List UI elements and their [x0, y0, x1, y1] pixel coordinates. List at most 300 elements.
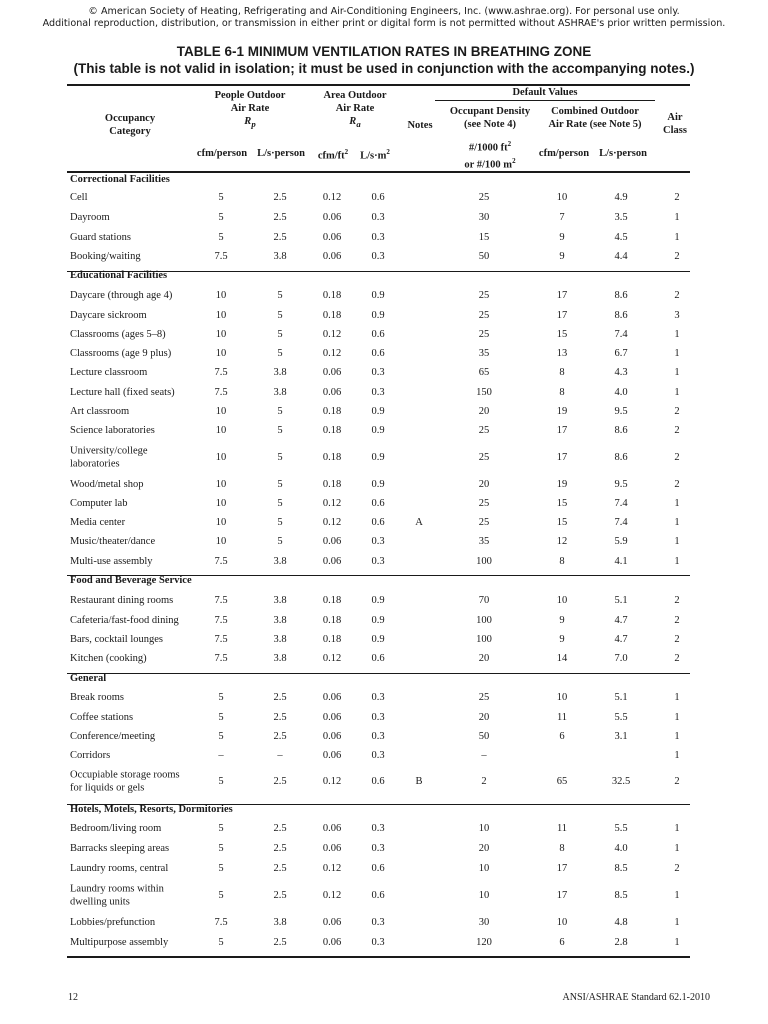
cell-people-cfm: 10 — [215, 452, 227, 463]
cell-density: 20 — [478, 712, 490, 723]
cell-air-class: 1 — [674, 917, 680, 928]
occupancy-name — [70, 615, 179, 628]
cell-area-cfm: 0.06 — [322, 823, 342, 834]
cell-density: 10 — [478, 890, 490, 901]
cell-air-class: 1 — [674, 329, 680, 340]
cell-people-cfm: 5 — [218, 212, 224, 223]
occupancy-name — [70, 310, 147, 323]
occupancy-name — [70, 536, 155, 549]
cell-area-cfm: 0.06 — [322, 556, 342, 567]
cell-area-ls: 0.9 — [371, 290, 385, 301]
cell-density: 25 — [478, 498, 490, 509]
cell-combined-ls: 4.8 — [614, 917, 628, 928]
cell-area-ls: 0.3 — [371, 212, 385, 223]
category-label: Correctional Facilities — [70, 174, 170, 185]
occupancy-name-line: Coffee stations — [70, 711, 134, 723]
cell-people-cfm: 5 — [218, 776, 224, 787]
cell-people-cfm: 5 — [218, 692, 224, 703]
cell-area-ls: 0.6 — [371, 348, 385, 359]
cell-density: 25 — [478, 310, 490, 321]
occupancy-name — [70, 251, 141, 264]
copyright-line-1: © American Society of Heating, Refrigerating and Air-Conditioning Engineers, Inc. (www.ashrae.org). For personal use only. — [88, 6, 680, 17]
cell-combined-cfm: 8 — [559, 556, 565, 567]
cell-people-ls: 3.8 — [273, 634, 287, 645]
cell-people-ls: 5 — [277, 406, 283, 417]
cell-combined-cfm: 10 — [556, 692, 568, 703]
cell-combined-cfm: 6 — [559, 731, 565, 742]
cell-area-cfm: 0.06 — [322, 937, 342, 948]
cell-area-cfm: 0.12 — [322, 863, 342, 874]
occupancy-name — [70, 387, 175, 400]
cell-area-cfm: 0.18 — [322, 615, 342, 626]
cell-area-cfm: 0.18 — [322, 290, 342, 301]
header-occupant-density: Occupant Density (see Note 4) — [449, 106, 531, 130]
occupancy-name-line: Daycare (through age 4) — [70, 289, 173, 301]
occupancy-name-line: Bedroom/living room — [70, 822, 162, 834]
cell-people-ls: 3.8 — [273, 917, 287, 928]
cell-people-ls: 2.5 — [273, 212, 287, 223]
category-label: Food and Beverage Service — [70, 575, 192, 586]
cell-area-ls: 0.3 — [371, 750, 385, 761]
cell-area-ls: 0.3 — [371, 917, 385, 928]
cell-air-class: 1 — [674, 556, 680, 567]
header-bottom-rule — [67, 171, 690, 173]
cell-people-ls: 2.5 — [273, 192, 287, 203]
cell-people-cfm: 10 — [215, 498, 227, 509]
cell-combined-ls: 7.0 — [614, 653, 628, 664]
cell-people-cfm: 10 — [215, 310, 227, 321]
occupancy-name-line: Dayroom — [70, 211, 110, 223]
cell-people-ls: 5 — [277, 310, 283, 321]
cell-air-class: 2 — [674, 452, 680, 463]
occupancy-name-line: Multi-use assembly — [70, 555, 153, 567]
cell-people-ls: 3.8 — [273, 595, 287, 606]
cell-combined-cfm: 8 — [559, 843, 565, 854]
cell-air-class: 2 — [674, 863, 680, 874]
cell-density: 2 — [481, 776, 487, 787]
cell-combined-ls: 4.7 — [614, 634, 628, 645]
occupancy-name-line: dwelling units — [70, 896, 130, 907]
header-air-class: Air Class — [663, 112, 687, 136]
cell-area-ls: 0.9 — [371, 310, 385, 321]
occupancy-name-line: Multipurpose assembly — [70, 936, 169, 948]
cell-density: 10 — [478, 863, 490, 874]
cell-area-cfm: 0.18 — [322, 425, 342, 436]
cell-combined-ls: 7.4 — [614, 517, 628, 528]
cell-density: 50 — [478, 731, 490, 742]
unit-area-cfm: cfm/$ft^2$ — [317, 148, 349, 162]
cell-people-cfm: 10 — [215, 479, 227, 490]
header-default-values: Default Values — [512, 87, 578, 98]
cell-people-cfm: 7.5 — [214, 387, 228, 398]
occupancy-name-line: Classrooms (age 9 plus) — [70, 347, 172, 359]
occupancy-name — [70, 232, 131, 245]
occupancy-name — [70, 479, 144, 492]
cell-people-ls: 2.5 — [273, 843, 287, 854]
occupancy-name — [70, 348, 171, 361]
cell-people-cfm: 10 — [215, 536, 227, 547]
cell-people-cfm: 7.5 — [214, 615, 228, 626]
cell-people-ls: 2.5 — [273, 863, 287, 874]
cell-density: 10 — [478, 823, 490, 834]
occupancy-name-line: Media center — [70, 516, 126, 528]
cell-people-ls: 5 — [277, 536, 283, 547]
occupancy-name-line: Bars, cocktail lounges — [70, 633, 164, 645]
cell-combined-ls: 4.9 — [614, 192, 628, 203]
cell-air-class: 1 — [674, 843, 680, 854]
cell-people-ls: 5 — [277, 452, 283, 463]
cell-combined-ls: 2.8 — [614, 937, 628, 948]
cell-area-ls: 0.3 — [371, 232, 385, 243]
cell-combined-ls: 9.5 — [614, 406, 628, 417]
cell-combined-ls: 7.4 — [614, 498, 628, 509]
cell-combined-ls: 5.5 — [614, 823, 628, 834]
cell-air-class: 1 — [674, 692, 680, 703]
cell-combined-cfm: 17 — [556, 452, 568, 463]
cell-area-ls: 0.3 — [371, 556, 385, 567]
cell-area-ls: 0.9 — [371, 615, 385, 626]
cell-air-class: 2 — [674, 290, 680, 301]
occupancy-name — [70, 937, 168, 950]
unit-people-cfm: cfm/person — [196, 148, 248, 159]
cell-people-ls: 5 — [277, 479, 283, 490]
cell-area-ls: 0.3 — [371, 251, 385, 262]
cell-area-ls: 0.6 — [371, 776, 385, 787]
cell-people-cfm: 10 — [215, 425, 227, 436]
cell-area-ls: 0.6 — [371, 863, 385, 874]
cell-air-class: 1 — [674, 536, 680, 547]
cell-air-class: 2 — [674, 425, 680, 436]
occupancy-name — [70, 634, 163, 647]
cell-people-ls: 5 — [277, 290, 283, 301]
table-subtitle: (This table is not valid in isolation; it must be used in conjunction with the accompanying notes.) — [73, 61, 695, 76]
cell-air-class: 2 — [674, 653, 680, 664]
cell-combined-ls: 4.0 — [614, 387, 628, 398]
occupancy-name — [70, 843, 169, 856]
occupancy-name-line: University/college — [70, 445, 148, 457]
cell-air-class: 1 — [674, 731, 680, 742]
cell-air-class: 2 — [674, 595, 680, 606]
occupancy-name-line: Occupiable storage rooms — [70, 769, 180, 781]
cell-combined-cfm: 17 — [556, 310, 568, 321]
occupancy-name-line: Booking/waiting — [70, 250, 141, 262]
cell-combined-ls: 4.7 — [614, 615, 628, 626]
cell-combined-cfm: 65 — [556, 776, 568, 787]
cell-area-ls: 0.6 — [371, 517, 385, 528]
cell-air-class: 2 — [674, 615, 680, 626]
cell-people-cfm: 5 — [218, 192, 224, 203]
cell-area-ls: 0.9 — [371, 452, 385, 463]
cell-area-ls: 0.9 — [371, 425, 385, 436]
cell-density: 15 — [478, 232, 490, 243]
cell-density: 30 — [478, 212, 490, 223]
cell-combined-cfm: 13 — [556, 348, 568, 359]
occupancy-name-line: Cell — [70, 191, 88, 203]
cell-combined-cfm: 19 — [556, 406, 568, 417]
cell-combined-cfm: 6 — [559, 937, 565, 948]
cell-density: 100 — [476, 556, 492, 567]
cell-combined-ls: 5.1 — [614, 692, 628, 703]
cell-density: 70 — [478, 595, 490, 606]
cell-air-class: 1 — [674, 750, 680, 761]
cell-area-cfm: 0.06 — [322, 917, 342, 928]
occupancy-name — [70, 212, 110, 225]
cell-people-ls: 2.5 — [273, 232, 287, 243]
cell-air-class: 2 — [674, 634, 680, 645]
occupancy-name — [70, 823, 161, 836]
cell-people-ls: 2.5 — [273, 712, 287, 723]
occupancy-name — [70, 863, 168, 876]
cell-people-ls: 3.8 — [273, 653, 287, 664]
category-separator — [67, 673, 690, 674]
header-people-rate: People Outdoor Air Rate $R_p$ — [214, 90, 286, 130]
category-label: General — [70, 673, 107, 684]
cell-air-class: 3 — [674, 310, 680, 321]
unit-people-ls: L/s·person — [257, 148, 305, 159]
occupancy-name — [70, 517, 125, 530]
cell-air-class: 2 — [674, 776, 680, 787]
cell-people-ls: 3.8 — [273, 615, 287, 626]
cell-people-ls: 5 — [277, 425, 283, 436]
standard-label: ANSI/ASHRAE Standard 62.1-2010 — [562, 992, 710, 1003]
occupancy-name — [70, 446, 148, 471]
occupancy-name — [70, 192, 88, 205]
occupancy-name-line: Kitchen (cooking) — [70, 652, 147, 664]
cell-area-ls: 0.9 — [371, 406, 385, 417]
occupancy-name-line: Daycare sickroom — [70, 309, 147, 321]
cell-area-cfm: 0.12 — [322, 890, 342, 901]
cell-combined-ls: 8.6 — [614, 452, 628, 463]
cell-area-cfm: 0.12 — [322, 517, 342, 528]
occupancy-name-line: Classrooms (ages 5–8) — [70, 328, 166, 340]
cell-people-cfm: – — [218, 750, 224, 761]
cell-combined-cfm: 11 — [556, 823, 568, 834]
cell-density: 35 — [478, 348, 490, 359]
cell-people-cfm: 5 — [218, 890, 224, 901]
cell-combined-cfm: 10 — [556, 917, 568, 928]
occupancy-name — [70, 425, 155, 438]
occupancy-name — [70, 406, 129, 419]
cell-combined-cfm: 17 — [556, 425, 568, 436]
cell-area-cfm: 0.12 — [322, 498, 342, 509]
cell-people-cfm: 7.5 — [214, 556, 228, 567]
cell-area-cfm: 0.12 — [322, 329, 342, 340]
cell-density: 65 — [478, 367, 490, 378]
cell-air-class: 1 — [674, 823, 680, 834]
cell-combined-ls: 5.1 — [614, 595, 628, 606]
cell-people-cfm: 10 — [215, 406, 227, 417]
cell-area-ls: 0.6 — [371, 498, 385, 509]
cell-combined-ls: 5.9 — [614, 536, 628, 547]
cell-combined-cfm: 14 — [556, 653, 568, 664]
cell-combined-cfm: 10 — [556, 595, 568, 606]
occupancy-name-line: for liquids or gels — [70, 782, 145, 793]
cell-combined-ls: 8.5 — [614, 890, 628, 901]
cell-people-ls: 5 — [277, 348, 283, 359]
occupancy-name-line: Lecture classroom — [70, 366, 148, 378]
cell-combined-ls: 4.4 — [614, 251, 628, 262]
cell-people-cfm: 7.5 — [214, 634, 228, 645]
cell-combined-cfm: 17 — [556, 290, 568, 301]
occupancy-name-line: Guard stations — [70, 231, 131, 243]
cell-people-ls: – — [277, 750, 283, 761]
unit-density: #/1000 $ft^2$ or #/100 $m^2$ — [464, 140, 516, 170]
cell-density: 20 — [478, 653, 490, 664]
cell-combined-cfm: 10 — [556, 192, 568, 203]
occupancy-name-line: Art classroom — [70, 405, 130, 417]
cell-people-ls: 2.5 — [273, 692, 287, 703]
cell-combined-cfm: 8 — [559, 387, 565, 398]
cell-air-class: 1 — [674, 212, 680, 223]
cell-people-cfm: 7.5 — [214, 653, 228, 664]
occupancy-name-line: Computer lab — [70, 497, 128, 509]
cell-density: 20 — [478, 843, 490, 854]
cell-density: 20 — [478, 479, 490, 490]
occupancy-name — [70, 556, 153, 569]
cell-combined-ls: 4.1 — [614, 556, 628, 567]
cell-people-ls: 5 — [277, 329, 283, 340]
occupancy-name-line: Cafeteria/fast-food dining — [70, 614, 179, 626]
category-label: Hotels, Motels, Resorts, Dormitories — [70, 804, 233, 815]
occupancy-name-line: Restaurant dining rooms — [70, 594, 174, 606]
occupancy-name — [70, 884, 164, 909]
cell-combined-ls: 8.5 — [614, 863, 628, 874]
cell-combined-cfm: 9 — [559, 634, 565, 645]
cell-combined-ls: 4.3 — [614, 367, 628, 378]
cell-combined-cfm: 15 — [556, 329, 568, 340]
unit-area-ls: $L/s\cdot m^2$ — [360, 148, 390, 162]
cell-people-ls: 2.5 — [273, 890, 287, 901]
cell-density: 100 — [476, 615, 492, 626]
cell-people-cfm: 5 — [218, 712, 224, 723]
cell-combined-cfm: 9 — [559, 615, 565, 626]
cell-combined-cfm: 12 — [556, 536, 568, 547]
unit-combined-ls: L/s·person — [599, 148, 647, 159]
cell-area-cfm: 0.18 — [322, 406, 342, 417]
cell-area-cfm: 0.06 — [322, 212, 342, 223]
category-label: Educational Facilities — [70, 270, 168, 281]
cell-combined-cfm: 17 — [556, 863, 568, 874]
cell-density: 30 — [478, 917, 490, 928]
occupancy-name-line: Laundry rooms, central — [70, 862, 169, 874]
cell-people-cfm: 7.5 — [214, 917, 228, 928]
cell-density: 25 — [478, 425, 490, 436]
occupancy-name-line: Laundry rooms within — [70, 883, 164, 895]
cell-people-cfm: 5 — [218, 823, 224, 834]
cell-combined-ls: 6.7 — [614, 348, 628, 359]
cell-combined-ls: 5.5 — [614, 712, 628, 723]
cell-air-class: 2 — [674, 406, 680, 417]
cell-area-ls: 0.3 — [371, 692, 385, 703]
cell-area-ls: 0.9 — [371, 595, 385, 606]
occupancy-name-line: Break rooms — [70, 691, 124, 703]
cell-combined-ls: 9.5 — [614, 479, 628, 490]
table-bottom-rule — [67, 956, 690, 958]
occupancy-name — [70, 692, 124, 705]
header-combined-rate: Combined Outdoor Air Rate (see Note 5) — [548, 106, 642, 130]
header-area-rate: Area Outdoor Air Rate $R_a$ — [323, 90, 387, 130]
cell-people-ls: 5 — [277, 517, 283, 528]
cell-air-class: 1 — [674, 498, 680, 509]
header-occupancy: Occupancy Category — [104, 113, 156, 137]
table-title: TABLE 6-1 MINIMUM VENTILATION RATES IN BREATHING ZONE — [176, 44, 592, 59]
cell-people-cfm: 10 — [215, 517, 227, 528]
cell-people-cfm: 10 — [215, 329, 227, 340]
cell-air-class: 1 — [674, 232, 680, 243]
occupancy-name-line: laboratories — [70, 458, 120, 469]
occupancy-name — [70, 731, 155, 744]
cell-air-class: 1 — [674, 517, 680, 528]
cell-people-ls: 3.8 — [273, 556, 287, 567]
header-notes: Notes — [407, 120, 433, 131]
cell-combined-ls: 4.0 — [614, 843, 628, 854]
cell-area-ls: 0.6 — [371, 329, 385, 340]
cell-combined-cfm: 9 — [559, 232, 565, 243]
occupancy-name-line: Science laboratories — [70, 424, 155, 436]
occupancy-name — [70, 653, 147, 666]
cell-people-cfm: 10 — [215, 348, 227, 359]
cell-people-cfm: 7.5 — [214, 595, 228, 606]
occupancy-name-line: Wood/metal shop — [70, 478, 144, 490]
cell-area-cfm: 0.12 — [322, 348, 342, 359]
cell-people-cfm: 7.5 — [214, 251, 228, 262]
occupancy-name — [70, 917, 155, 930]
cell-density: 25 — [478, 290, 490, 301]
cell-area-ls: 0.3 — [371, 731, 385, 742]
occupancy-name — [70, 595, 173, 608]
occupancy-name — [70, 290, 172, 303]
cell-people-cfm: 5 — [218, 731, 224, 742]
cell-area-cfm: 0.12 — [322, 192, 342, 203]
occupancy-name — [70, 498, 127, 511]
occupancy-name — [70, 329, 166, 342]
cell-area-ls: 0.6 — [371, 653, 385, 664]
cell-notes: B — [415, 776, 423, 787]
cell-people-cfm: 5 — [218, 863, 224, 874]
occupancy-name — [70, 770, 180, 795]
cell-people-ls: 2.5 — [273, 776, 287, 787]
cell-area-cfm: 0.06 — [322, 712, 342, 723]
cell-combined-ls: 32.5 — [611, 776, 631, 787]
cell-area-cfm: 0.18 — [322, 595, 342, 606]
cell-air-class: 2 — [674, 479, 680, 490]
cell-combined-cfm: 11 — [556, 712, 568, 723]
cell-combined-cfm: 19 — [556, 479, 568, 490]
cell-people-ls: 2.5 — [273, 731, 287, 742]
occupancy-name — [70, 750, 110, 763]
cell-density: 25 — [478, 517, 490, 528]
cell-combined-ls: 4.5 — [614, 232, 628, 243]
cell-density: 120 — [476, 937, 492, 948]
cell-area-cfm: 0.12 — [322, 653, 342, 664]
cell-density: 25 — [478, 192, 490, 203]
cell-area-cfm: 0.06 — [322, 692, 342, 703]
cell-people-ls: 3.8 — [273, 251, 287, 262]
cell-people-cfm: 5 — [218, 937, 224, 948]
cell-density: 150 — [476, 387, 492, 398]
cell-area-cfm: 0.18 — [322, 634, 342, 645]
cell-people-cfm: 5 — [218, 843, 224, 854]
cell-combined-cfm: 15 — [556, 498, 568, 509]
cell-people-cfm: 7.5 — [214, 367, 228, 378]
cell-air-class: 1 — [674, 712, 680, 723]
cell-density: 20 — [478, 406, 490, 417]
cell-combined-ls: 3.1 — [614, 731, 628, 742]
cell-area-ls: 0.3 — [371, 712, 385, 723]
cell-area-ls: 0.3 — [371, 536, 385, 547]
cell-area-cfm: 0.06 — [322, 387, 342, 398]
cell-density: – — [481, 750, 487, 761]
